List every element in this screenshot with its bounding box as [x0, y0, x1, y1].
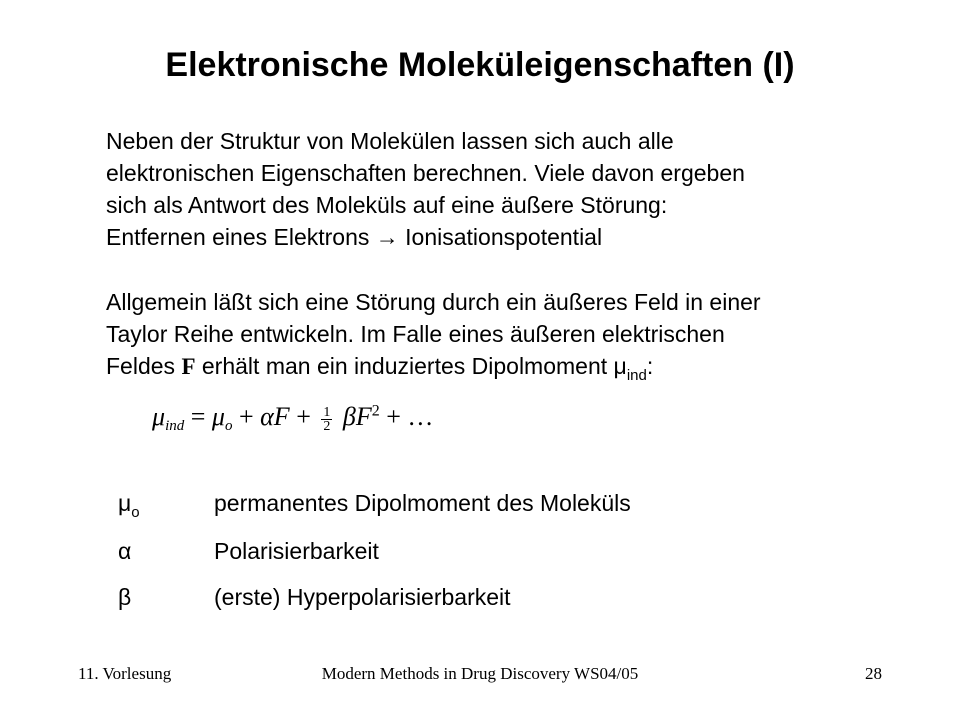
fraction-half: $\frac{1}{2}$ — [323, 404, 331, 434]
line-text: Feldes — [106, 353, 176, 379]
mu-subscript: ind — [626, 367, 647, 384]
taylor-paragraph — [106, 286, 761, 392]
intro-paragraph — [106, 125, 745, 253]
definition-text: Polarisierbarkeit — [214, 538, 379, 564]
intro-line: elektronischen Eigenschaften berechnen. Viele davon ergeben — [106, 160, 745, 186]
slide-title: Elektronische Moleküleigenschaften (I) — [165, 46, 795, 84]
definition-text: (erste) Hyperpolarisierbarkeit — [214, 584, 511, 610]
line-text: Ionisationspotential — [405, 224, 603, 250]
intro-line: sich als Antwort des Moleküls auf eine äußere Störung: — [106, 192, 668, 218]
line-text: erhält man ein induziertes Dipolmoment — [201, 353, 608, 379]
colon: : — [646, 353, 654, 379]
definition-row — [118, 538, 379, 565]
intro-line — [106, 221, 745, 253]
definition-row — [118, 584, 511, 611]
definition-symbol: β — [118, 584, 132, 610]
field-symbol: F — [181, 354, 196, 379]
footer-lecture: 11. Vorlesung — [78, 664, 172, 683]
definition-text: permanentes Dipolmoment des Moleküls — [214, 490, 631, 516]
footer-course: Modern Methods in Drug Discovery WS04/05 — [321, 664, 639, 683]
taylor-formula: μind = μo + αF + $\frac{1}{2}$ $\beta F^2$ + … — [152, 402, 434, 434]
definition-row — [118, 490, 631, 521]
definition-symbol: α — [118, 538, 132, 564]
footer-page-number: 28 — [865, 664, 882, 683]
mu-symbol: μ — [613, 353, 627, 379]
right-arrow-icon: → — [375, 224, 399, 250]
line-text: Entfernen eines Elektrons — [106, 224, 370, 250]
definition-symbol: $\mu_o$ — [118, 490, 140, 521]
intro-line: Neben der Struktur von Molekülen lassen sich auch alle — [106, 128, 674, 154]
taylor-line: Taylor Reihe entwickeln. Im Falle eines äußeren elektrischen — [106, 321, 725, 347]
taylor-line — [106, 350, 761, 392]
taylor-line: Allgemein läßt sich eine Störung durch ein äußeres Feld in einer — [106, 289, 761, 315]
